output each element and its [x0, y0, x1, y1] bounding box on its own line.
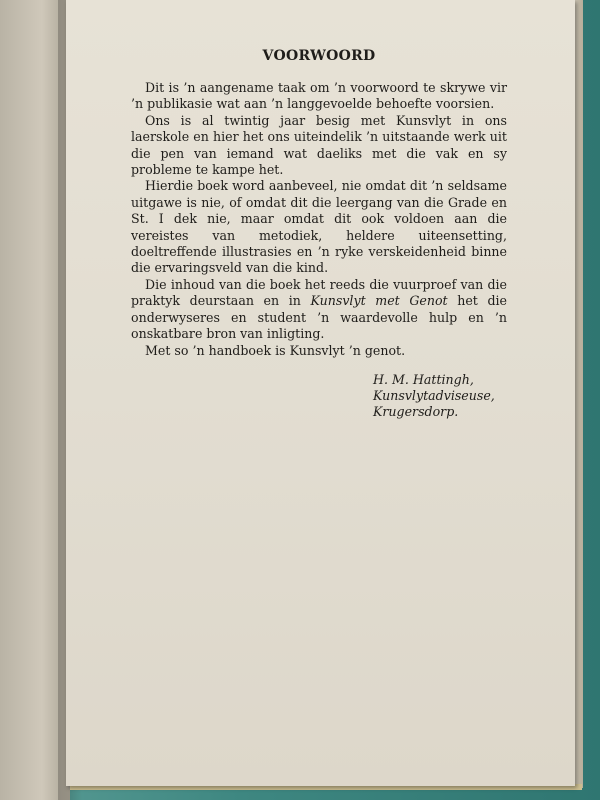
paragraph-3: Hierdie boek word aanbeveel, nie omdat dit ’n seldsame uitgawe is nie, of omdat dit die leergang van die Grade en St. I dek nie, maar omdat dit ook voldoen aan die vereistes van metodiek, heldere uiteensetting, doeltreffende illustrasies en ’n ryke verskeidenheid binne die ervaringsveld van die kind. — [131, 178, 507, 276]
signature-place: Krugersdorp. — [373, 404, 459, 419]
signature-block — [373, 372, 495, 420]
signature-role: Kunsvlytadviseuse, — [373, 388, 495, 403]
signature-name: H. M. Hattingh, — [373, 372, 474, 387]
paragraph-4 — [131, 277, 507, 343]
paragraph-1: Dit is ’n aangename taak om ’n voorwoord te skrywe vir ’n publikasie wat aan ’n langgevoelde behoefte voorsien. — [131, 80, 507, 112]
paragraph-5: Met so ’n handboek is Kunsvlyt ’n genot. — [145, 342, 406, 358]
page-content — [131, 48, 507, 359]
page-title: VOORWOORD — [262, 48, 376, 64]
paragraph-4-part-2: het die onderwyseres en student ’n waardevolle hulp en ’n onskatbare bron van inligting. — [131, 293, 507, 342]
book-title-italic: Kunsvlyt met Genot — [310, 293, 448, 309]
paragraph-2: Ons is al twintig jaar besig met Kunsvlyt in ons laerskole en hier het ons uiteindelik ’n uitstaande werk uit die pen van iemand wat daeliks met die vak en sy probleme te kampe het. — [131, 112, 507, 178]
paragraph-4-part-1: Die inhoud van die boek het reeds die vuurproef van die praktyk deurstaan en in — [131, 276, 507, 309]
